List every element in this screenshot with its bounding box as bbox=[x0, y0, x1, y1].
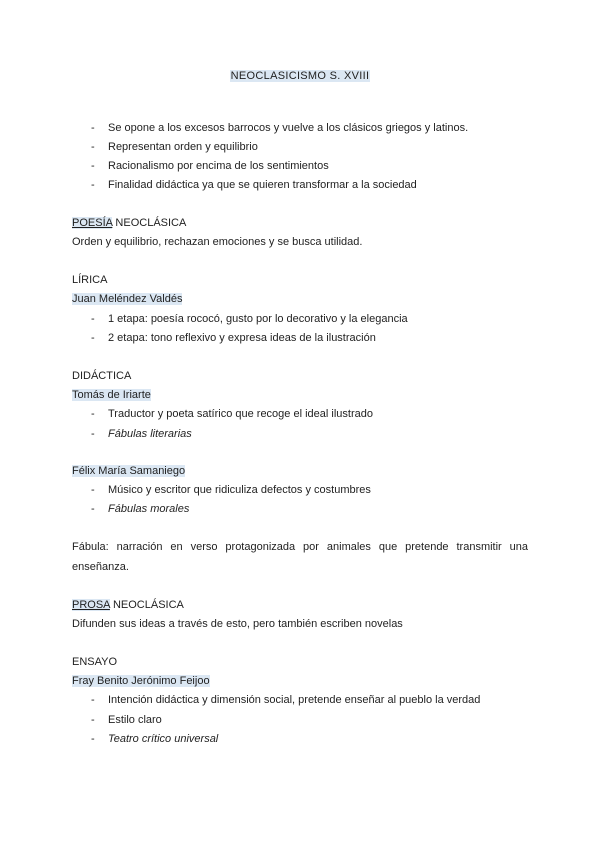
list-item: - 2 etapa: tono reflexivo y expresa ideas de la ilustración bbox=[91, 332, 376, 344]
subsection-label-didactica: DIDÁCTICA bbox=[72, 370, 132, 382]
page-title: NEOCLASICISMO S. XVIII bbox=[230, 70, 370, 82]
list-item: - Músico y escritor que ridiculiza defectos y costumbres bbox=[91, 484, 371, 496]
list-item: - Fábulas morales bbox=[91, 503, 190, 515]
author-name: Fray Benito Jerónimo Feijoo bbox=[72, 675, 210, 687]
author-name: Juan Meléndez Valdés bbox=[72, 293, 183, 305]
list-item: - Intención didáctica y dimensión social, pretende enseñar al pueblo la verdad bbox=[91, 694, 481, 706]
section-description: Difunden sus ideas a través de esto, pero también escriben novelas bbox=[72, 618, 403, 630]
list-item: - Fábulas literarias bbox=[91, 428, 192, 440]
section-heading-prosa: PROSA NEOCLÁSICA bbox=[72, 599, 184, 611]
fabula-definition: Fábula: narración en verso protagonizada por animales que pretende transmitir una enseñanza. bbox=[72, 541, 528, 573]
list-item: - Se opone a los excesos barrocos y vuelve a los clásicos griegos y latinos. bbox=[91, 122, 469, 134]
list-item: - Teatro crítico universal bbox=[91, 733, 219, 745]
section-heading-poesia: POESÍA NEOCLÁSICA bbox=[72, 217, 187, 229]
list-item: - Estilo claro bbox=[91, 714, 162, 726]
list-item: - 1 etapa: poesía rococó, gusto por lo decorativo y la elegancia bbox=[91, 313, 408, 325]
subsection-label-lirica: LÍRICA bbox=[72, 274, 108, 286]
section-description: Orden y equilibrio, rechazan emociones y se busca utilidad. bbox=[72, 236, 363, 248]
list-item: - Representan orden y equilibrio bbox=[91, 141, 258, 153]
list-item: - Traductor y poeta satírico que recoge el ideal ilustrado bbox=[91, 408, 373, 420]
author-name: Tomás de Iriarte bbox=[72, 389, 151, 401]
list-item: - Racionalismo por encima de los sentimientos bbox=[91, 160, 329, 172]
author-name: Félix María Samaniego bbox=[72, 465, 186, 477]
list-item: - Finalidad didáctica ya que se quieren transformar a la sociedad bbox=[91, 179, 417, 191]
subsection-label-ensayo: ENSAYO bbox=[72, 656, 118, 668]
